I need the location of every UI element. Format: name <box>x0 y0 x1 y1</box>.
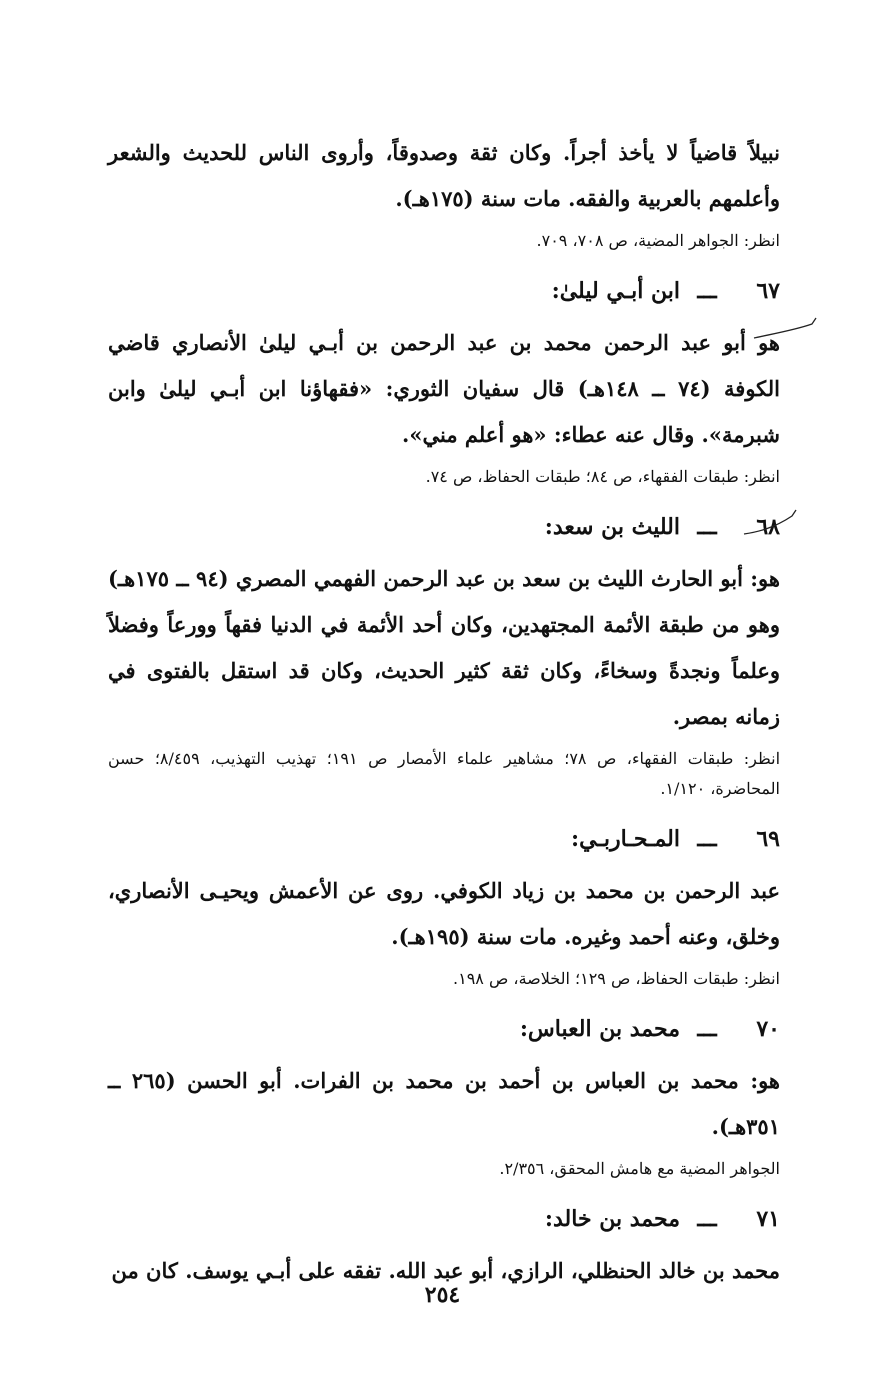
margin-pen-mark <box>750 316 820 346</box>
entry-67-text: هو أبو عبد الرحمن محمد بن عبد الرحمن بن أبـي ليلىٰ الأنصاري قاضي الكوفة (٧٤ ــ ١٤٨هـ) قال سفيان الثوري: «فقهاؤنا ابن أبـي ليلىٰ وابن شبرمة». وقال عنه عطاء: «هو أعلم مني». <box>108 330 781 447</box>
page-number: ٢٥٤ <box>424 1282 461 1308</box>
entry-dash: ـــ <box>697 1016 717 1042</box>
entry-title: ابن أبـي ليلىٰ: <box>551 278 680 304</box>
entry-70-reference: الجواهر المضية مع هامش المحقق، ٢/٣٥٦. <box>499 1159 780 1178</box>
entry-number: ٦٨ <box>756 514 780 540</box>
page-body <box>30 130 780 1294</box>
entry-69-text: عبد الرحمن بن محمد بن زياد الكوفي. روى عن الأعمش ويحيـى الأنصاري، وخلق، وعنه أحمد وغيره. مات سنة (١٩٥هـ). <box>108 878 780 949</box>
entry-71-text: محمد بن خالد الحنظلي، الرازي، أبو عبد الله. تفقه على أبـي يوسف. كان من <box>111 1258 780 1283</box>
entry-71-heading <box>30 1198 780 1240</box>
entry-69-heading <box>30 818 780 860</box>
entry-title: الليث بن سعد: <box>544 514 680 540</box>
intro-reference: انظر: الجواهر المضية، ص ٧٠٨، ٧٠٩. <box>536 231 780 250</box>
entry-number: ٦٩ <box>756 826 780 852</box>
entry-dash: ـــ <box>697 1206 717 1232</box>
intro-paragraph: نبيلاً قاضياً لا يأخذ أجراً. وكان ثقة وصدوقاً، وأروى الناس للحديث والشعر وأعلمهم بالعربية والفقه. مات سنة (١٧٥هـ). <box>108 140 780 211</box>
entry-number: ٦٧ <box>756 278 780 304</box>
entry-dash: ـــ <box>697 826 717 852</box>
entry-70-text: هو: محمد بن العباس بن أحمد بن محمد بن الفرات. أبو الحسن (٢٦٥ ــ ٣٥١هـ). <box>108 1068 780 1139</box>
underline-pen-mark <box>740 506 800 540</box>
entry-70-heading <box>30 1008 780 1050</box>
entry-title: محمد بن العباس: <box>519 1016 680 1042</box>
entry-title: محمد بن خالد: <box>544 1206 680 1232</box>
entry-number: ٧١ <box>756 1206 780 1232</box>
entry-68-reference: انظر: طبقات الفقهاء، ص ٧٨؛ مشاهير علماء الأمصار ص ١٩١؛ تهذيب التهذيب، ٨/٤٥٩؛ حسن المحاضرة، ١/١٢٠. <box>108 749 781 798</box>
entry-dash: ـــ <box>697 278 717 304</box>
entry-title: المـحـاربـي: <box>571 826 680 852</box>
entry-68-text: هو: أبو الحارث الليث بن سعد بن عبد الرحمن الفهمي المصري (٩٤ ــ ١٧٥هـ) وهو من طبقة الأئمة المجتهدين، وكان أحد الأئمة في الدنيا فقهاً وورعاً وفضلاً وعلماً ونجدةً وسخاءً، وكان ثقة كثير الحديث، وكان قد استقل بالفتوى في زمانه بمصر. <box>108 566 780 729</box>
entry-number: ٧٠ <box>756 1016 780 1042</box>
entry-69-reference: انظر: طبقات الحفاظ، ص ١٢٩؛ الخلاصة، ص ١٩٨. <box>453 969 780 988</box>
entry-67-reference: انظر: طبقات الفقهاء، ص ٨٤؛ طبقات الحفاظ، ص ٧٤. <box>425 467 780 486</box>
entry-67-heading <box>30 270 780 312</box>
entry-dash: ـــ <box>697 514 717 540</box>
entry-68-heading <box>30 506 780 548</box>
